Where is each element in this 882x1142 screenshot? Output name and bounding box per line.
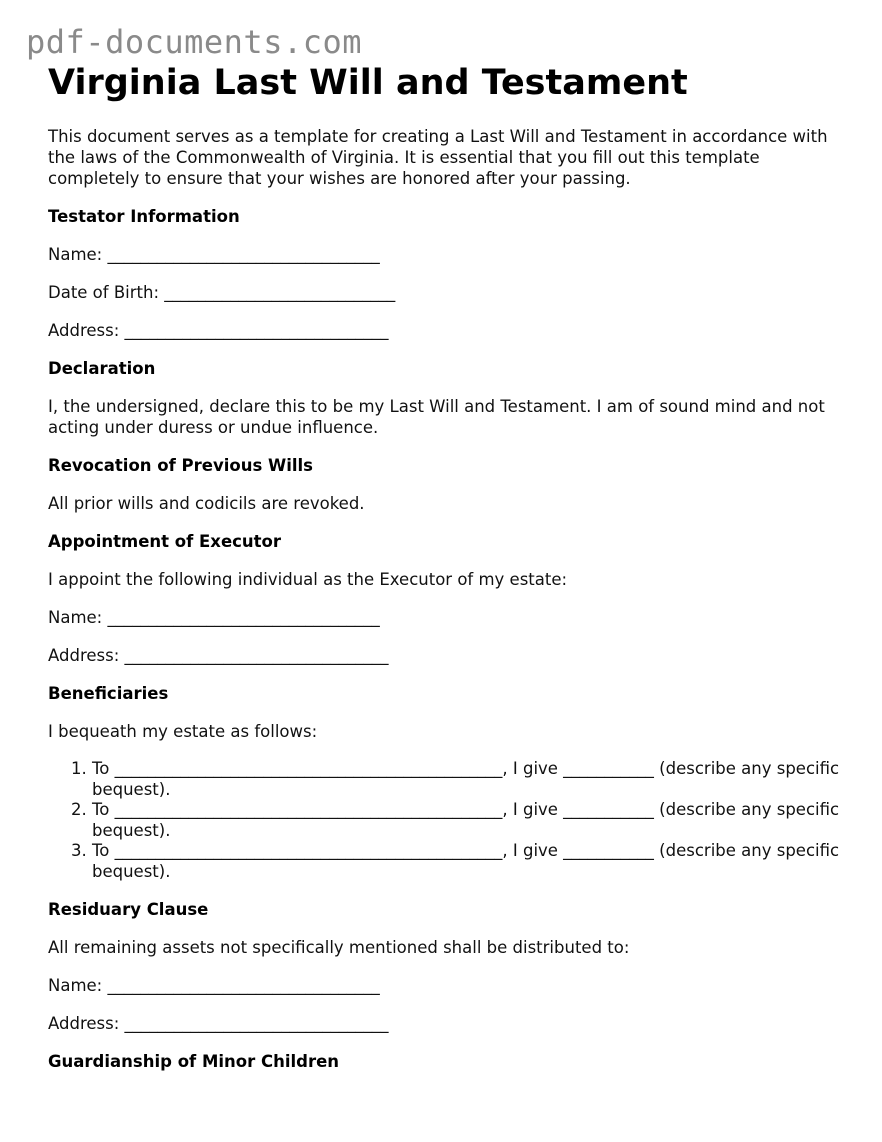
testator-heading: Testator Information <box>48 207 240 226</box>
revocation-text: All prior wills and codicils are revoked. <box>48 494 365 513</box>
document-page <box>48 62 848 1072</box>
revocation-heading: Revocation of Previous Wills <box>48 456 313 475</box>
guardianship-heading: Guardianship of Minor Children <box>48 1052 340 1071</box>
beneficiaries-text: I bequeath my estate as follows: <box>48 722 318 741</box>
bequest-item-1[interactable]: 1. To _______________________________________________, I give ___________ (describe any specific bequest). <box>92 759 848 800</box>
executor-address-field[interactable]: Address: ________________________________ <box>48 646 389 665</box>
executor-heading: Appointment of Executor <box>48 532 282 551</box>
declaration-heading: Declaration <box>48 359 156 378</box>
declaration-text: I, the undersigned, declare this to be my Last Will and Testament. I am of sound mind and not acting under duress or undue influence. <box>48 397 825 437</box>
beneficiaries-heading: Beneficiaries <box>48 684 169 703</box>
testator-address-field[interactable]: Address: ________________________________ <box>48 321 389 340</box>
residuary-heading: Residuary Clause <box>48 900 209 919</box>
testator-name-field[interactable]: Name: _________________________________ <box>48 245 380 264</box>
watermark: pdf-documents.com <box>26 23 363 61</box>
executor-name-field[interactable]: Name: _________________________________ <box>48 608 380 627</box>
executor-text: I appoint the following individual as the Executor of my estate: <box>48 570 568 589</box>
testator-dob-field[interactable]: Date of Birth: ____________________________ <box>48 283 396 302</box>
residuary-name-field[interactable]: Name: _________________________________ <box>48 976 380 995</box>
document-title: Virginia Last Will and Testament <box>48 63 688 103</box>
bequest-item-2[interactable]: 2. To _______________________________________________, I give ___________ (describe any specific bequest). <box>92 800 848 841</box>
bequest-item-3[interactable]: 3. To _______________________________________________, I give ___________ (describe any specific bequest). <box>92 841 848 882</box>
bequest-list <box>48 759 848 882</box>
residuary-address-field[interactable]: Address: ________________________________ <box>48 1014 389 1033</box>
intro-paragraph: This document serves as a template for creating a Last Will and Testament in accordance with the laws of the Commonwealth of Virginia. It is essential that you fill out this template completely to ensure that your wishes are honored after your passing. <box>48 127 828 188</box>
residuary-text: All remaining assets not specifically mentioned shall be distributed to: <box>48 938 630 957</box>
